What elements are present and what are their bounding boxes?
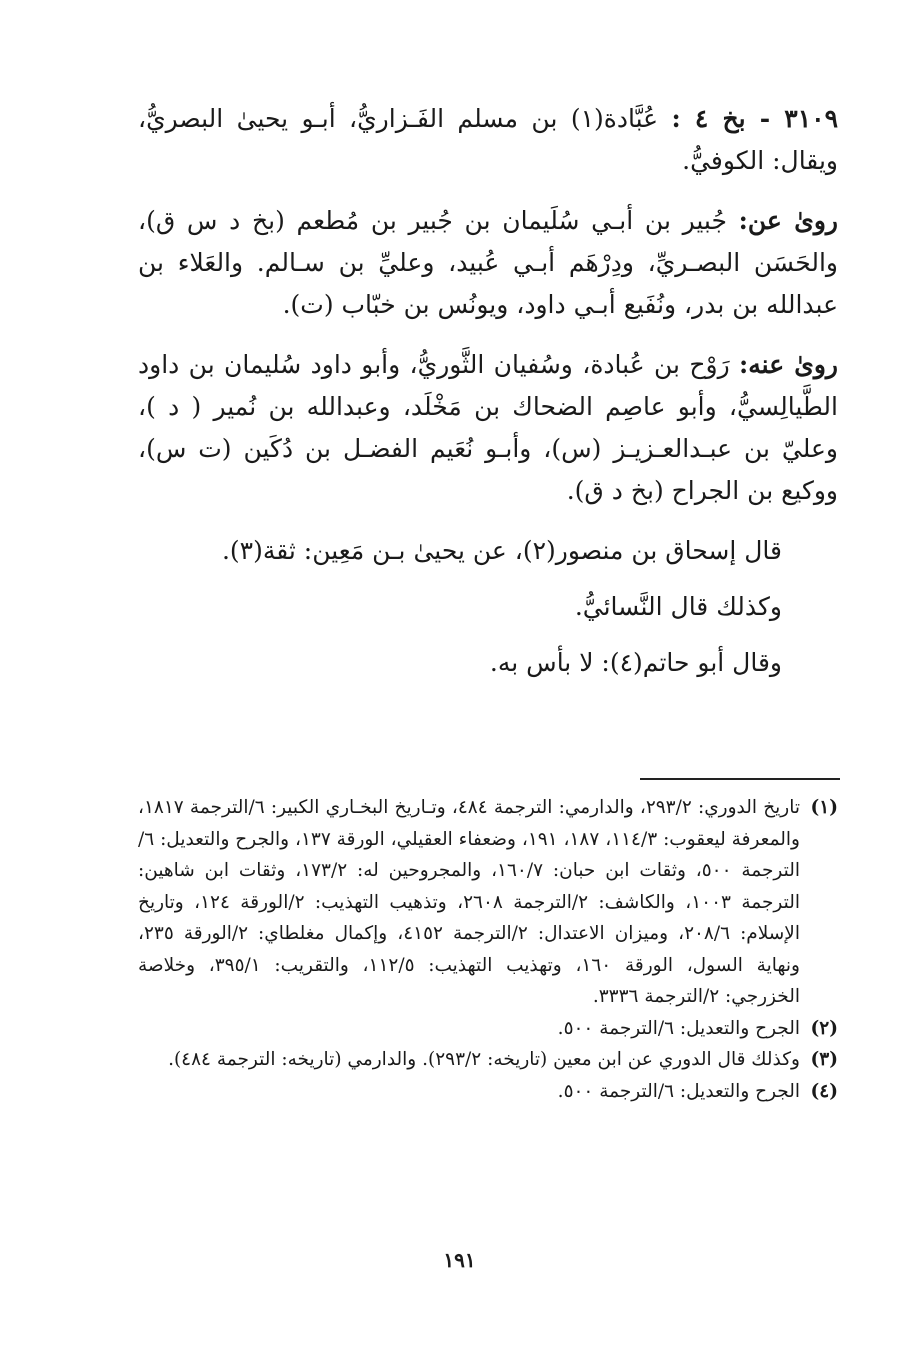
entry-text: عُبَّادة(١) بن مسلم الفَـزاريُّ، أبـو يحيىٰ البصريُّ، ويقال: الكوفيُّ. xyxy=(138,104,838,175)
footnote-text: الجرح والتعديل: ٦/الترجمة ٥٠٠. xyxy=(557,1017,800,1039)
footnote-number: (٢) xyxy=(810,1017,838,1039)
footnote-separator xyxy=(640,778,840,780)
footnote-text: تاريخ الدوري: ٢٩٣/٢، والدارمي: الترجمة ٤٨٤، وتـاريخ البخـاري الكبير: ٦/الترجمة ١٨١٧، والمعرفة ليعقوب: ١١٤/٣، ١٨٧، ١٩١، وضعفاء العقيلي، الورقة ١٣٧، والجرح والتعديل: ٦/الترجمة ٥٠٠، وثقات ابن حبان: ١٦٠/٧، والمجروحين له: ١٧٣/٢، وثقات ابن شاهين: الترجمة ١٠٠٣، والكاشف: ٢/الترجمة ٢٦٠٨، وتذهيب التهذيب: ٢/الورقة ١٢٤، وتاريخ الإسلام: ٢٠٨/٦، وميزان الاعتدال: ٢/الترجمة ٤١٥٢، وإكمال مغلطاي: ٢/الورقة ٢٣٥، ونهاية السول، الورقة ١٦٠، وتهذيب التهذيب: ١١٢/٥، والتقريب: ٣٩٥/١، وخلاصة الخزرجي: ٢/الترجمة ٣٣٣٦. xyxy=(138,797,801,1007)
main-text xyxy=(138,98,838,698)
statement-abu-hatim: وقال أبو حاتم(٤): لا بأس به. xyxy=(489,648,782,677)
footnotes xyxy=(138,792,838,1107)
narrated-from-label: روىٰ عن: xyxy=(738,206,838,235)
entry-paragraph xyxy=(138,98,838,182)
footnote-1 xyxy=(138,792,838,1013)
statement-ishaq: قال إسحاق بن منصور(٢)، عن يحيىٰ بـن مَعِين: ثقة(٣). xyxy=(221,536,782,565)
footnote-2 xyxy=(138,1013,838,1045)
narrated-from-paragraph xyxy=(138,200,838,326)
narrated-from-text: جُبير بن أبـي سُلَيمان بن جُبير بن مُطعم (بخ د س ق)، والحَسَن البصـريِّ، ودِرْهَم أبـي عُبيد، وعليِّ بن سـالم. والعَلاء بن عبدالله بن بدر، ونُفَيع أبـي داود، ويونُس بن خبّاب (ت). xyxy=(138,206,838,319)
footnote-number: (٣) xyxy=(810,1049,838,1070)
footnote-4 xyxy=(138,1076,838,1108)
narrated-by-text: رَوْح بن عُبادة، وسُفيان الثَّوريُّ، وأبو داود سُليمان بن داود الطَّيالِسيُّ، وأبو عاصِم الضحاك بن مَخْلَد، وعبدالله بن نُمير ( د )، وعليّ بن عبـدالعـزيـز (س)، وأبـو نُعَيم الفضـل بن دُكَين (ت س)، ووكيع بن الجراح (بخ د ق). xyxy=(138,350,838,505)
footnote-number: (١) xyxy=(810,797,838,818)
footnote-text: الجرح والتعديل: ٦/الترجمة ٥٠٠. xyxy=(557,1080,800,1102)
entry-heading: ٣١٠٩ - بخ ٤ : xyxy=(671,104,838,133)
page-number: ١٩١ xyxy=(443,1248,476,1272)
narrated-by-label: روىٰ عنه: xyxy=(739,350,838,379)
narrated-by-paragraph xyxy=(138,344,838,512)
footnote-number: (٤) xyxy=(810,1080,838,1102)
footnote-text: وكذلك قال الدوري عن ابن معين (تاريخه: ٢٩٣/٢). والدارمي (تاريخه: الترجمة ٤٨٤). xyxy=(168,1049,800,1070)
footnote-3 xyxy=(138,1044,838,1076)
statement-nasai: وكذلك قال النَّسائيُّ. xyxy=(574,592,782,621)
